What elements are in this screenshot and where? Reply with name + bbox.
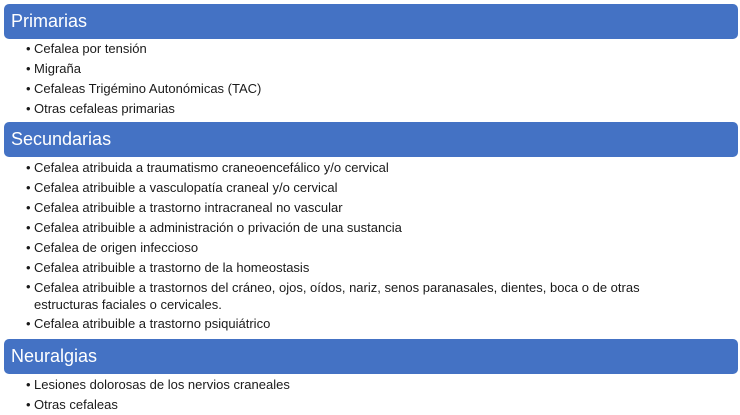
list-item: • Lesiones dolorosas de los nervios craneales [26, 375, 726, 395]
list-item: • Otras cefaleas primarias [26, 99, 726, 119]
section-header-primarias: Primarias [4, 4, 738, 39]
section-header-secundarias: Secundarias [4, 122, 738, 157]
list-item: • Migraña [26, 59, 726, 79]
list-item: • Cefalea atribuible a trastorno intracraneal no vascular [26, 198, 726, 218]
list-item: • Cefalea atribuible a vasculopatía craneal y/o cervical [26, 178, 726, 198]
neuralgias-list [26, 375, 726, 415]
list-item: • Cefalea atribuida a traumatismo craneoencefálico y/o cervical [26, 158, 726, 178]
list-item: • Cefalea atribuible a administración o privación de una sustancia [26, 218, 726, 238]
list-item: • Cefalea atribuible a trastorno de la homeostasis [26, 258, 726, 278]
primarias-list [26, 39, 726, 119]
list-item: • Otras cefaleas [26, 395, 726, 415]
list-item: • Cefalea atribuible a trastorno psiquiátrico [26, 314, 726, 334]
secundarias-list [26, 158, 726, 334]
section-header-neuralgias: Neuralgias [4, 339, 738, 374]
list-item: • Cefalea atribuible a trastornos del cráneo, ojos, oídos, nariz, senos paranasales, dientes, boca o de otras estructuras faciales o cervicales. [26, 278, 684, 314]
list-item: • Cefalea por tensión [26, 39, 726, 59]
list-item: • Cefalea de origen infeccioso [26, 238, 726, 258]
list-item: • Cefaleas Trigémino Autonómicas (TAC) [26, 79, 726, 99]
